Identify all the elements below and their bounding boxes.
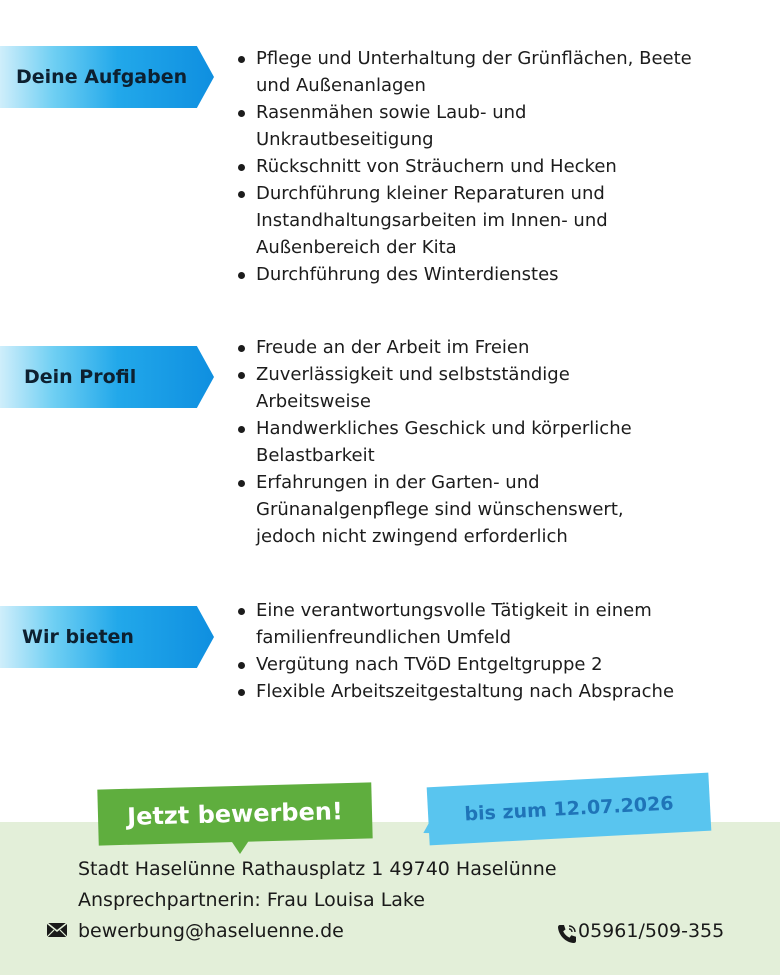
contact-phone[interactable]: 05961/509-355 [578, 920, 725, 942]
list-item: Pflege und Unterhaltung der Grünflächen, Beete und Außenanlagen [232, 45, 692, 99]
apply-banner-text: Jetzt bewerben! [126, 797, 344, 831]
list-item: Rasenmähen sowie Laub- und Unkrautbeseitigung [232, 99, 692, 153]
list-item: Freude an der Arbeit im Freien [232, 334, 632, 361]
list-item: Eine verantwortungsvolle Tätigkeit in einem familienfreundlichen Umfeld [232, 597, 674, 651]
list-item: Zuverlässigkeit und selbstständige Arbeitsweise [232, 361, 632, 415]
list-item: Flexible Arbeitszeitgestaltung nach Absprache [232, 678, 674, 705]
list-item: Durchführung kleiner Reparaturen und Instandhaltungsarbeiten im Innen- und Außenbereich der Kita [232, 180, 692, 261]
list-item: Durchführung des Winterdienstes [232, 261, 692, 288]
contact-email[interactable]: bewerbung@haseluenne.de [78, 920, 344, 942]
phone-icon [556, 923, 578, 949]
deadline-banner-text: bis zum 12.07.2026 [463, 792, 675, 826]
envelope-icon [46, 922, 68, 942]
list-item: Erfahrungen in der Garten- und Grünanalgenpflege sind wünschenswert, jedoch nicht zwingend erforderlich [232, 469, 632, 550]
list-item: Handwerkliches Geschick und körperliche Belastbarkeit [232, 415, 632, 469]
list-item: Vergütung nach TVöD Entgeltgruppe 2 [232, 651, 674, 678]
contact-person: Ansprechpartnerin: Frau Louisa Lake [78, 889, 425, 911]
section-title-angebot: Wir bieten [22, 626, 134, 648]
contact-address: Stadt Haselünne Rathausplatz 1 49740 Haselünne [78, 858, 557, 880]
section-title-aufgaben: Deine Aufgaben [16, 66, 188, 88]
list-profil [232, 334, 632, 550]
list-angebot [232, 597, 674, 705]
list-aufgaben [232, 45, 692, 288]
section-title-profil: Dein Profil [24, 366, 137, 388]
list-item: Rückschnitt von Sträuchern und Hecken [232, 153, 692, 180]
